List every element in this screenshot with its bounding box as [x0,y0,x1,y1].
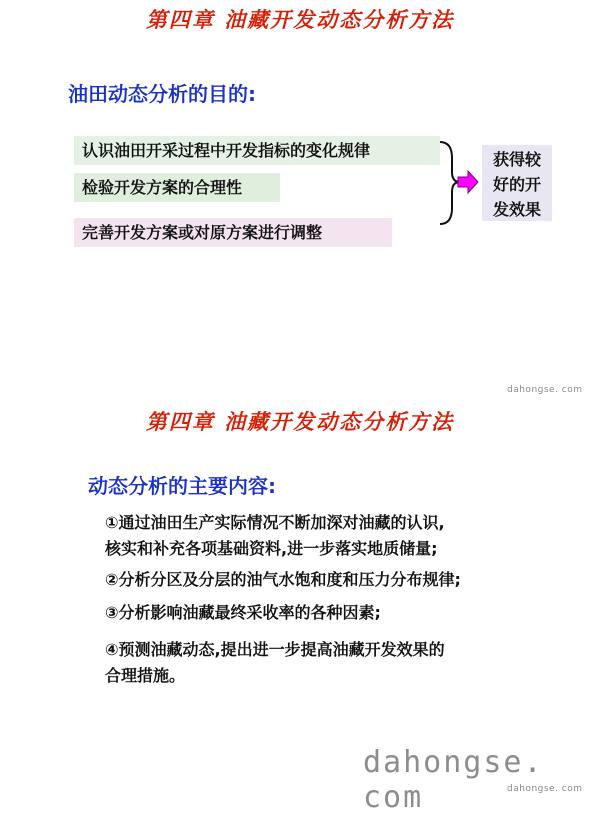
result-line-2: 好的开 [492,175,541,194]
watermark-small: dahongse. com [507,385,583,395]
slide-title: 第四章 油藏开发动态分析方法 [145,410,455,434]
section-heading: 油田动态分析的目的: [68,82,256,106]
purpose-box-2: 检验开发方案的合理性 [74,173,280,202]
content-item-4-line-1: ④预测油藏动态,提出进一步提高油藏开发效果的 [105,640,445,659]
slide-contents [0,400,600,815]
watermark-large: dahongse. com [363,745,544,815]
arrow-right-icon [458,171,478,193]
result-line-3: 发效果 [492,200,541,219]
purpose-box-1: 认识油田开采过程中开发指标的变化规律 [74,136,440,165]
content-item-4-line-2: 合理措施。 [105,666,186,685]
content-item-2-line-1: ②分析分区及分层的油气水饱和度和压力分布规律; [105,570,461,589]
content-item-1-line-2: 核实和补充各项基础资料,进一步落实地质储量; [105,539,438,558]
content-item-4 [105,637,565,689]
content-item-2 [105,567,565,593]
purpose-box-3: 完善开发方案或对原方案进行调整 [74,218,392,247]
content-item-1-line-1: ①通过油田生产实际情况不断加深对油藏的认识, [105,513,445,532]
right-brace-icon [440,142,460,224]
content-item-3-line-1: ③分析影响油藏最终采收率的各种因素; [105,603,381,622]
slide-title: 第四章 油藏开发动态分析方法 [145,8,455,32]
content-item-3 [105,600,565,626]
slide-purpose [0,0,600,400]
section-heading: 动态分析的主要内容: [88,474,276,498]
watermark-small: dahongse. com [507,784,583,794]
result-box [482,145,552,221]
content-item-1 [105,510,565,562]
brace-arrow-graphic [430,132,480,232]
result-line-1: 获得较 [492,150,541,169]
